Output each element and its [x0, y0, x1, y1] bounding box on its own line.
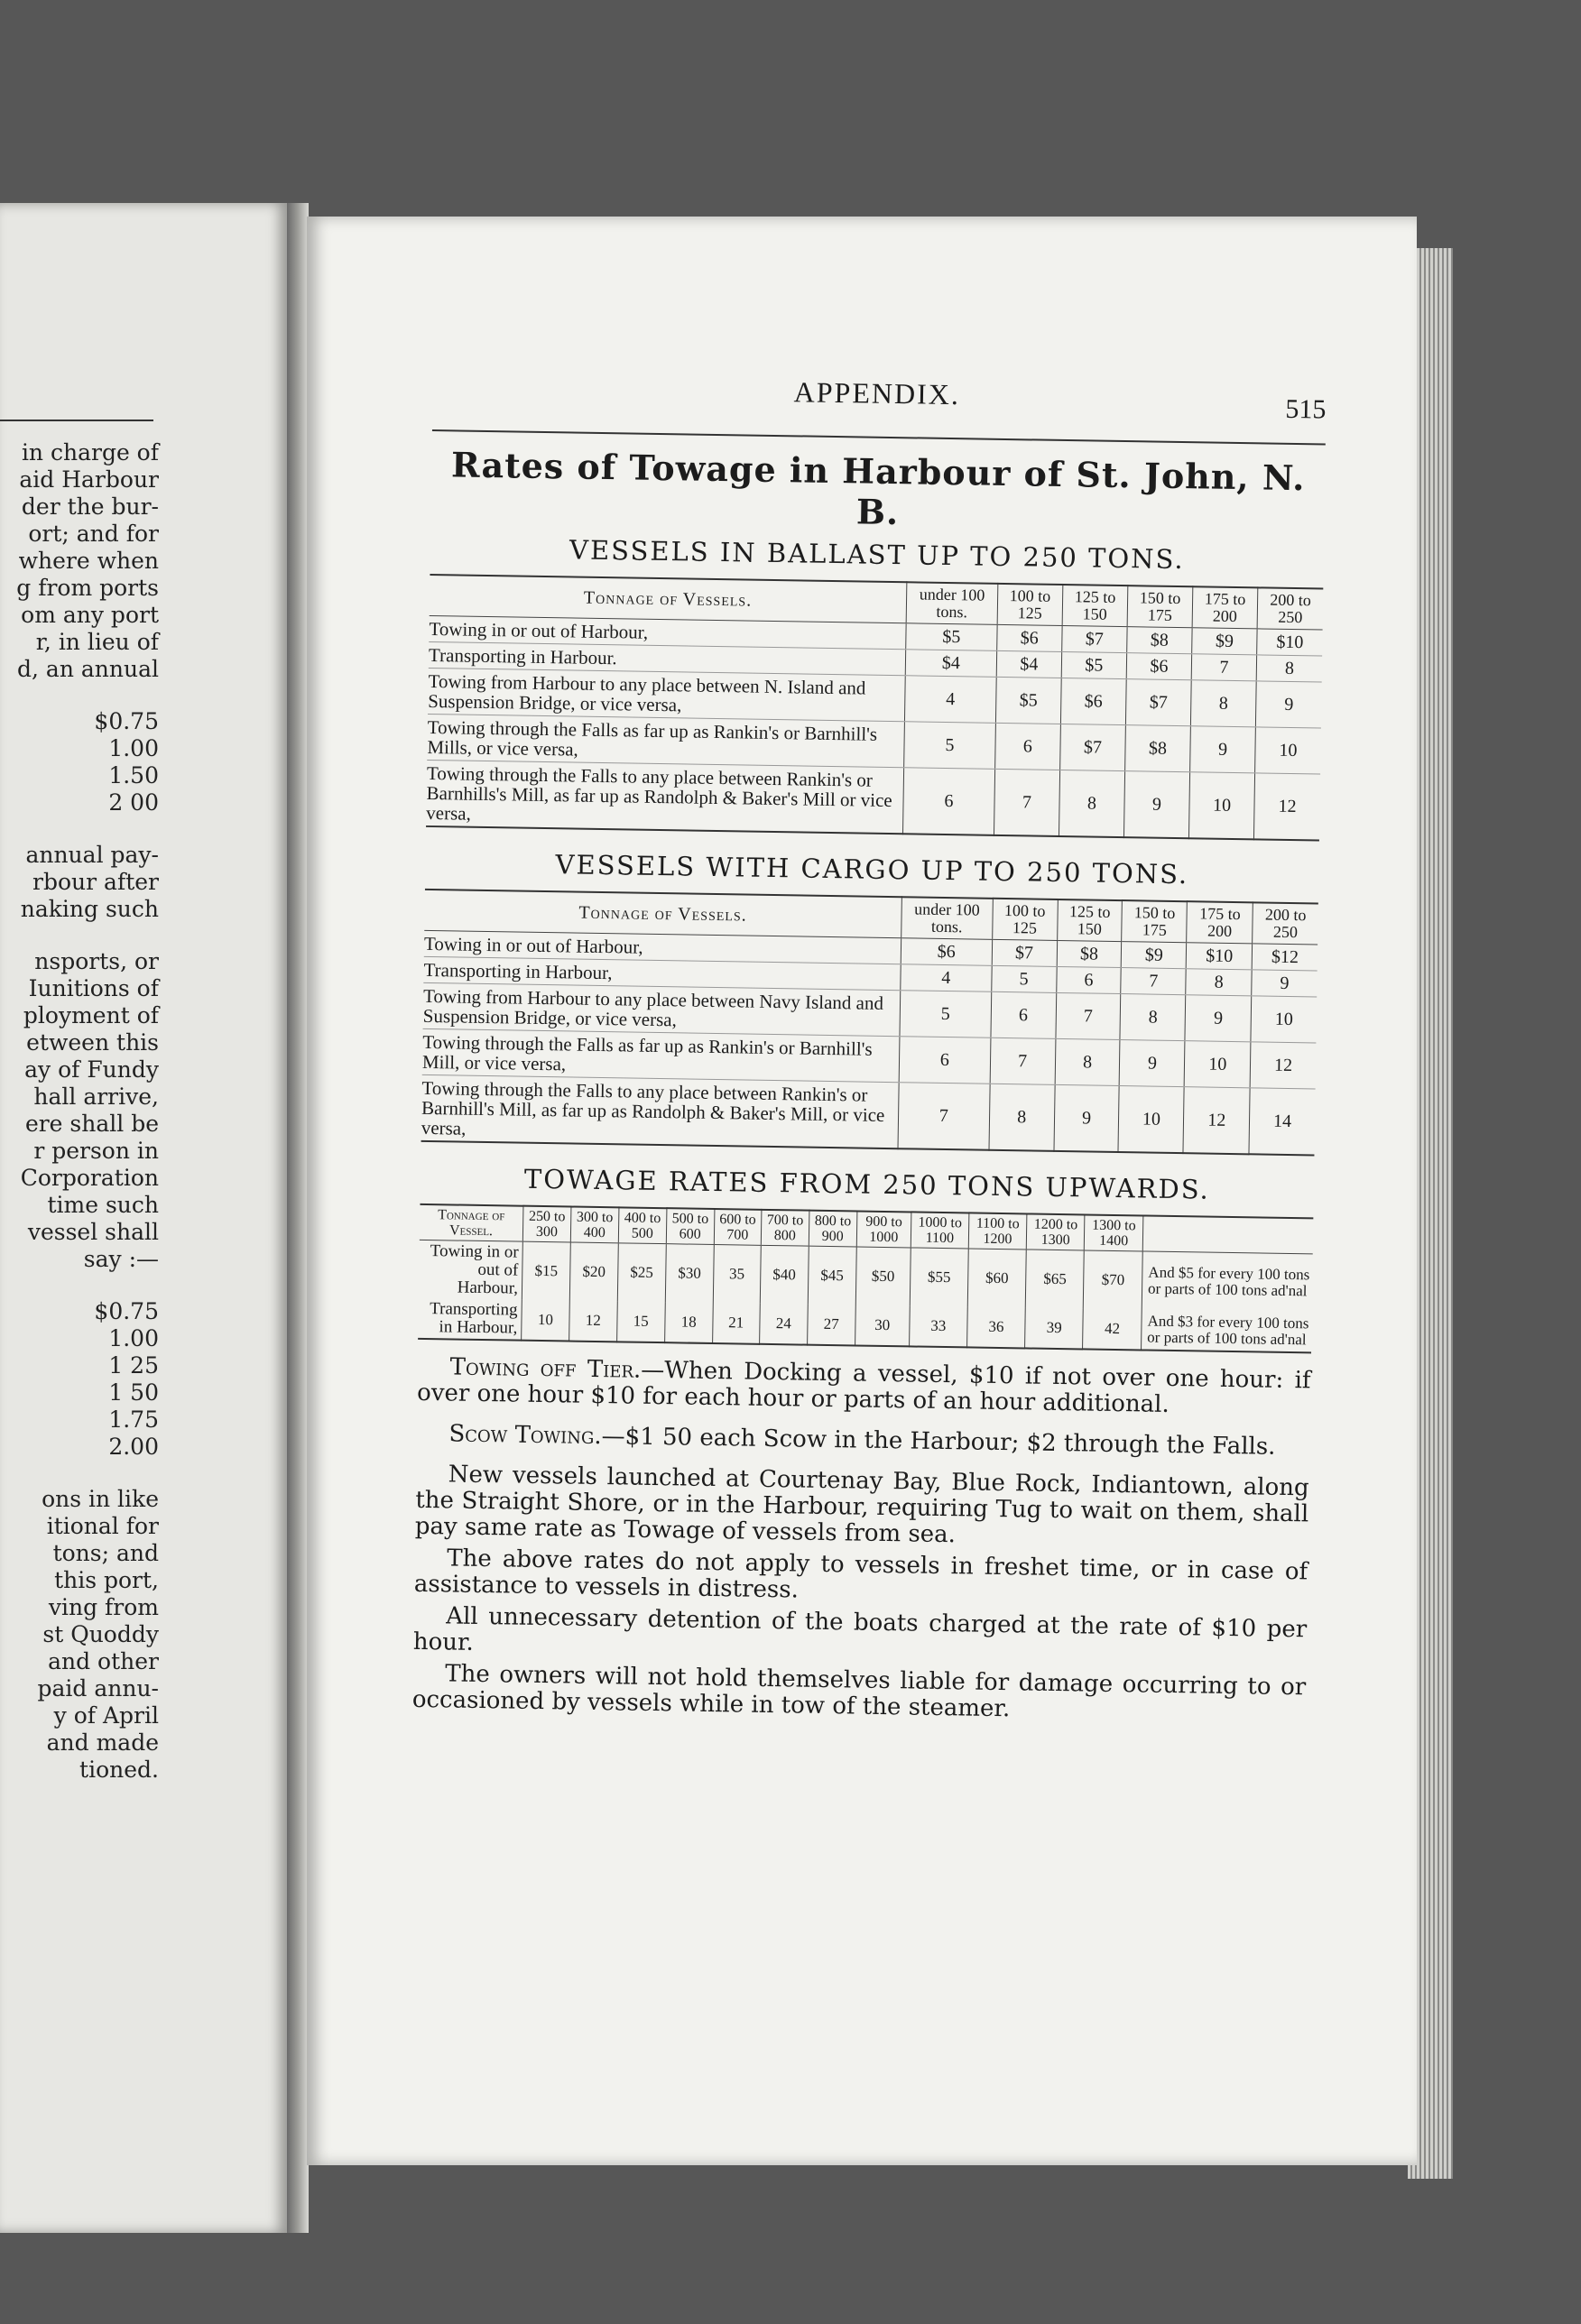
left-page-line: naking such — [20, 896, 159, 922]
owners-paragraph: The owners will not hold themselves liable for damage occurring to or occasioned by vessels while in tow of the steamer. — [411, 1660, 1307, 1723]
left-page-line — [0, 816, 159, 842]
left-page-line: this port, — [54, 1567, 159, 1593]
rate-cell: 18 — [664, 1302, 713, 1343]
rate-cell: $7 — [1125, 679, 1191, 726]
rate-cell: 8 — [1059, 770, 1124, 837]
right-page — [307, 217, 1417, 2165]
left-page-line: $0.75 — [94, 708, 159, 734]
column-header: 600 to 700 — [714, 1209, 762, 1245]
rate-cell: 9 — [1190, 726, 1256, 773]
rate-cell: 35 — [713, 1245, 761, 1304]
column-header: 100 to 125 — [997, 584, 1063, 626]
rate-cell: $8 — [1127, 627, 1193, 654]
rate-cell: 7 — [1056, 992, 1122, 1039]
left-page-line: 1.50 — [108, 762, 159, 788]
new-vessels-paragraph: New vessels launched at Courtenay Bay, Blue Rock, Indiantown, along the Straight Shore, or in the Harbour, requiring Tug to wait on them, shall pay same rate as Towage of vessels from sea. — [414, 1461, 1309, 1549]
left-page-line: hall arrive, — [33, 1084, 159, 1110]
left-page-line — [0, 683, 159, 708]
rate-cell: $4 — [996, 650, 1062, 678]
left-page-line — [0, 1273, 159, 1298]
left-page-line: tons; and — [52, 1540, 159, 1566]
rate-cell: 39 — [1025, 1307, 1084, 1349]
rate-note: And $3 for every 100 tons or parts of 100 tons ad'nal — [1142, 1309, 1312, 1352]
left-page-line: where when — [18, 548, 159, 574]
left-page-line: 1 50 — [108, 1379, 159, 1406]
left-page-line: ons in like — [42, 1486, 159, 1512]
detention-paragraph: All unnecessary detention of the boats charged at the rate of $10 per hour. — [412, 1602, 1308, 1656]
column-header: 200 to 250 — [1257, 587, 1323, 630]
row-description: Towing from Harbour to any place between Navy Island and Suspension Bridge, or vice versa, — [423, 982, 901, 1036]
column-header: 125 to 150 — [1062, 585, 1128, 627]
column-header: 1000 to 1100 — [911, 1212, 969, 1249]
left-page-line: ployment of — [23, 1002, 159, 1028]
row-description: Transporting in Harbour, — [423, 956, 901, 990]
left-page-line: y of April — [53, 1702, 159, 1729]
left-page-line: annual pay- — [25, 842, 159, 868]
scow-heading: Scow Towing. — [448, 1420, 602, 1451]
column-header: 100 to 125 — [992, 899, 1058, 941]
rate-cell: 42 — [1083, 1308, 1142, 1350]
rate-cell: 8 — [1190, 680, 1256, 727]
rate-cell: 9 — [1255, 681, 1321, 728]
rate-cell: 7 — [898, 1083, 990, 1150]
rate-cell: 4 — [901, 964, 992, 992]
column-header: 175 to 200 — [1192, 586, 1258, 629]
rate-cell: $70 — [1084, 1250, 1143, 1310]
upwards-title: TOWAGE RATES FROM 250 TONS UPWARDS. — [523, 1163, 1211, 1205]
row-description: Towing through the Falls to any place between Rankin's or Barnhills's Mill, as far up as Randolph & Baker's Mill or vice versa, — [426, 760, 904, 834]
left-page-line — [0, 923, 159, 948]
left-page-line: say :— — [83, 1246, 159, 1272]
label-header: Tonnage of Vessel. — [420, 1204, 523, 1241]
left-page-line: and other — [48, 1648, 159, 1674]
rate-cell: 9 — [1185, 995, 1252, 1042]
rate-cell: 24 — [759, 1304, 808, 1345]
left-page-rule — [0, 420, 153, 421]
left-page-line: r person in — [33, 1138, 159, 1164]
left-page-text — [0, 439, 159, 1784]
freshet-paragraph: The above rates do not apply to vessels in freshet time, or in case of assistance to vessels in distress. — [413, 1545, 1308, 1604]
column-header: 1100 to 1200 — [968, 1213, 1027, 1250]
rate-cell: 14 — [1249, 1088, 1315, 1156]
column-header: 1200 to 1300 — [1026, 1213, 1085, 1250]
rate-cell: $30 — [665, 1244, 714, 1303]
rate-cell: 7 — [1191, 654, 1257, 681]
left-page-line: tioned. — [79, 1757, 159, 1783]
rate-cell: 12 — [1250, 1042, 1316, 1089]
row-description: Towing in or out of Harbour, — [429, 615, 906, 649]
rate-cell: $9 — [1122, 942, 1187, 969]
scow-paragraph — [416, 1421, 1309, 1462]
rate-cell: $55 — [910, 1248, 968, 1306]
label-header: Tonnage of Vessels. — [424, 890, 901, 938]
tier-paragraph — [417, 1354, 1311, 1421]
rate-cell: $65 — [1025, 1250, 1084, 1309]
scow-text: —$1 50 each Scow in the Harbour; $2 through the Falls. — [601, 1423, 1276, 1461]
left-page-line: Iunitions of — [28, 975, 159, 1001]
left-page-line: nsports, or — [34, 948, 159, 974]
column-header: 500 to 600 — [666, 1208, 715, 1244]
rate-cell: 6 — [1056, 966, 1121, 993]
rate-cell: 4 — [904, 676, 996, 724]
rate-cell: 8 — [1120, 994, 1186, 1041]
column-header: 700 to 800 — [761, 1210, 809, 1246]
row-description: Towing from Harbour to any place between N. Island and Suspension Bridge, or vice versa, — [428, 668, 905, 721]
ballast-title: VESSELS IN BALLAST UP TO 250 TONS. — [569, 534, 1185, 576]
left-page-line: time such — [47, 1192, 159, 1218]
rate-cell: $40 — [760, 1245, 809, 1304]
running-head-title: APPENDIX. — [793, 375, 961, 411]
rate-cell: 9 — [1120, 1040, 1186, 1087]
rate-cell: 7 — [1121, 968, 1186, 995]
table-row — [426, 760, 1320, 840]
column-header: 300 to 400 — [570, 1207, 619, 1243]
column-header: under 100 tons. — [906, 582, 998, 624]
rate-cell: 5 — [991, 965, 1056, 992]
column-header: 150 to 175 — [1122, 900, 1188, 943]
left-page — [0, 203, 287, 2233]
left-page-line: ort; and for — [28, 521, 159, 547]
column-header: 900 to 1000 — [856, 1211, 911, 1247]
left-page-line: itional for — [46, 1513, 159, 1539]
left-page-line: aid Harbour — [19, 466, 159, 493]
table-row — [421, 1074, 1316, 1155]
left-page-line: 2 00 — [108, 789, 159, 816]
rate-cell: $6 — [997, 624, 1063, 651]
row-description: Towing through the Falls to any place between Rankin's or Barnhill's Mill, as far up as Randolph & Baker's Mill, or vice versa, — [421, 1074, 900, 1148]
rate-cell: $5 — [995, 677, 1061, 724]
left-page-line: 1.00 — [108, 735, 159, 761]
left-page-line: 1.00 — [108, 1325, 159, 1351]
rate-cell: 5 — [900, 991, 991, 1038]
left-page-line: rbour after — [32, 869, 159, 895]
rate-cell: $7 — [992, 939, 1057, 966]
rate-cell: 9 — [1123, 771, 1189, 839]
row-description: Towing in or out of Harbour, — [424, 930, 901, 964]
rate-cell: $45 — [808, 1246, 856, 1305]
rate-cell: 8 — [1186, 969, 1252, 996]
rate-cell: 10 — [1185, 1041, 1252, 1088]
left-page-line: om any port — [21, 602, 159, 628]
left-page-line: Corporation — [20, 1165, 159, 1191]
row-description: Transporting in Harbour. — [429, 641, 906, 675]
row-description: Towing in or out of Harbour, — [430, 1241, 519, 1298]
rate-note: And $5 for every 100 tons or parts of 100 tons ad'nal — [1142, 1251, 1312, 1312]
left-page-line: st Quoddy — [42, 1621, 159, 1647]
rate-cell: 6 — [899, 1037, 990, 1084]
tier-text: —When Docking a vessel, $10 if not over one hour: if over one hour $10 for each hour or parts of an hour additional. — [416, 1356, 1311, 1418]
ballast-table — [426, 574, 1323, 842]
left-page-line: der the bur- — [21, 493, 159, 520]
rate-cell: $6 — [901, 938, 992, 966]
rate-cell: 7 — [990, 1038, 1056, 1084]
left-page-line: and made — [46, 1729, 159, 1756]
rate-cell: 33 — [910, 1305, 968, 1347]
rate-cell: 9 — [1252, 970, 1318, 997]
rate-cell: 9 — [1054, 1084, 1120, 1152]
rate-cell: $25 — [617, 1243, 666, 1302]
rate-cell: 12 — [569, 1301, 618, 1342]
column-header: 175 to 200 — [1187, 901, 1253, 944]
left-page-line: etween this — [26, 1029, 159, 1056]
page-content — [412, 370, 1327, 1727]
rate-cell: 8 — [989, 1084, 1055, 1151]
rate-cell: 10 — [1251, 996, 1317, 1043]
rate-cell: $15 — [522, 1241, 570, 1300]
column-header: 150 to 175 — [1127, 586, 1193, 628]
left-page-line: ere shall be — [24, 1111, 159, 1137]
rate-cell: 6 — [991, 991, 1057, 1038]
rate-cell: 30 — [855, 1305, 910, 1346]
rate-cell: $5 — [1061, 651, 1127, 678]
page-number: 515 — [1285, 393, 1327, 425]
rate-cell: $7 — [1062, 625, 1128, 652]
column-header: 1300 to 1400 — [1085, 1214, 1143, 1251]
rate-cell: 21 — [712, 1303, 760, 1344]
rate-cell: $4 — [905, 650, 996, 678]
cargo-title: VESSELS WITH CARGO UP TO 250 TONS. — [555, 849, 1189, 890]
rate-cell: $60 — [967, 1249, 1026, 1307]
rate-cell: $6 — [1060, 678, 1126, 724]
rate-cell: 10 — [522, 1300, 570, 1342]
rate-cell: $50 — [855, 1247, 911, 1305]
rate-cell: $10 — [1257, 629, 1323, 656]
left-page-line: 1.75 — [108, 1406, 159, 1433]
row-description: Transporting in Harbour, — [430, 1299, 518, 1338]
rate-cell: 10 — [1118, 1086, 1184, 1154]
rate-cell: 27 — [807, 1305, 855, 1346]
left-page-line: 2.00 — [108, 1434, 159, 1460]
column-header: under 100 tons. — [901, 897, 993, 939]
rate-cell: $8 — [1125, 725, 1191, 772]
left-page-line — [0, 1461, 159, 1486]
rate-cell: $12 — [1252, 944, 1318, 971]
column-header: 125 to 150 — [1057, 899, 1123, 942]
main-title: Rates of Towage in Harbour of St. John, N. B. — [450, 444, 1306, 533]
left-page-line: r, in lieu of — [35, 629, 159, 655]
column-header: 250 to 300 — [522, 1206, 571, 1242]
rate-cell: $7 — [1060, 724, 1126, 770]
book-spine — [287, 203, 309, 2233]
note-header — [1142, 1215, 1313, 1253]
column-header: 400 to 500 — [618, 1207, 667, 1243]
rate-cell: $5 — [906, 623, 997, 651]
rate-cell: 10 — [1188, 772, 1254, 840]
rate-cell: 6 — [994, 723, 1060, 770]
row-description: Towing through the Falls as far up as Rankin's or Barnhill's Mills, or vice versa, — [427, 714, 904, 767]
column-header: 200 to 250 — [1253, 902, 1318, 945]
rate-cell: 8 — [1256, 655, 1322, 682]
left-page-line: ay of Fundy — [24, 1056, 159, 1083]
rate-cell: 8 — [1055, 1038, 1121, 1085]
rate-cell: 5 — [904, 722, 996, 770]
rate-cell: $8 — [1057, 940, 1122, 967]
rate-cell: 6 — [902, 768, 994, 835]
left-page-line: paid annu- — [37, 1675, 159, 1702]
rate-cell: $20 — [569, 1242, 618, 1301]
rate-cell: $6 — [1126, 653, 1192, 680]
row-description: Towing through the Falls as far up as Rankin's or Barnhill's Mill, or vice versa, — [422, 1028, 900, 1082]
tier-heading: Towing off Tier. — [449, 1353, 642, 1384]
column-header: 800 to 900 — [809, 1211, 857, 1247]
rate-cell: 12 — [1254, 773, 1321, 841]
running-head — [432, 370, 1327, 438]
label-header: Tonnage of Vessels. — [430, 575, 907, 623]
left-page-line: in charge of — [21, 439, 159, 466]
left-page-line: 1 25 — [108, 1352, 159, 1379]
left-page-line: vessel shall — [27, 1219, 159, 1245]
rate-cell: 10 — [1255, 727, 1321, 774]
left-page-line: ving from — [48, 1594, 159, 1620]
rate-cell: 7 — [994, 769, 1059, 836]
upwards-table — [418, 1204, 1313, 1354]
left-page-line: $0.75 — [94, 1298, 159, 1324]
rate-cell: $9 — [1192, 628, 1258, 655]
rate-cell: $10 — [1187, 943, 1253, 970]
cargo-table — [421, 889, 1318, 1157]
rate-cell: 15 — [616, 1301, 665, 1342]
left-page-line: g from ports — [16, 575, 159, 601]
rate-cell: 12 — [1183, 1087, 1250, 1155]
left-page-line: d, an annual — [17, 656, 159, 682]
rate-cell: 36 — [967, 1306, 1026, 1348]
